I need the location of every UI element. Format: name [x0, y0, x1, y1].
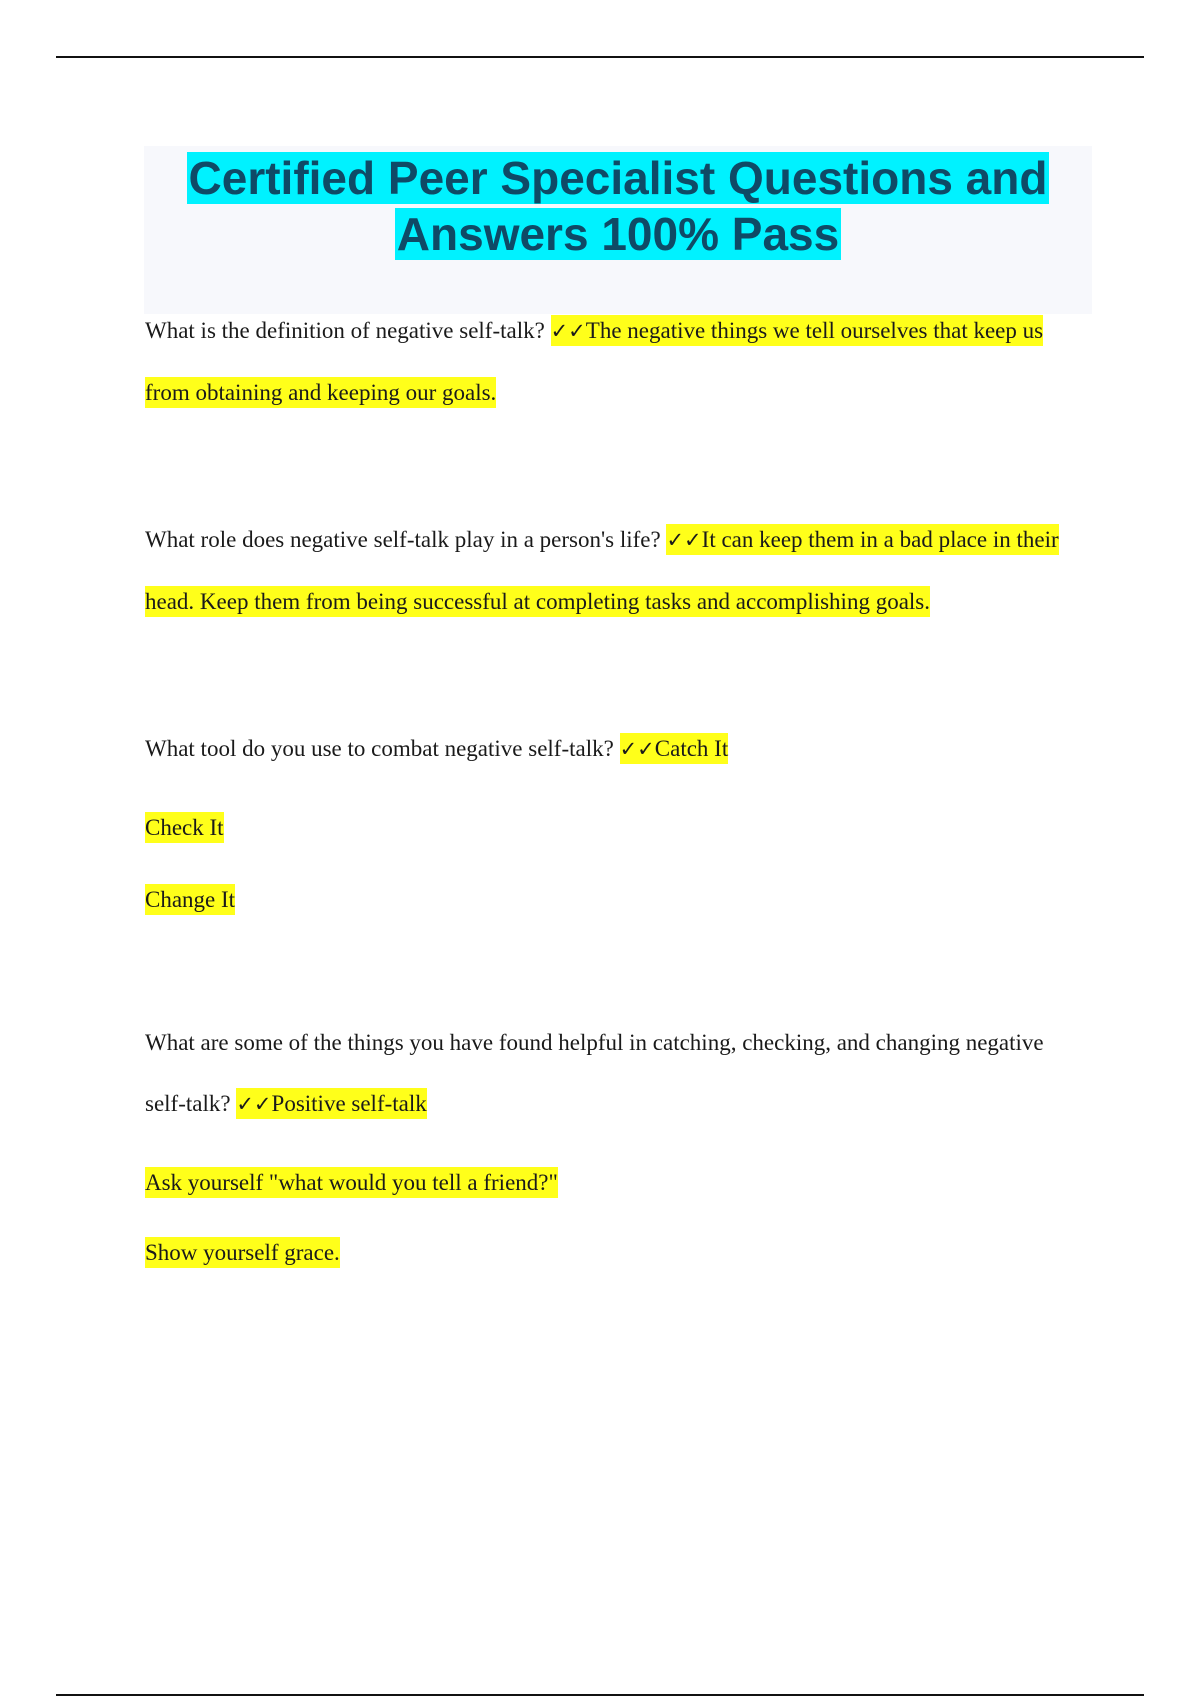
title-text: Certified Peer Specialist Questions and Answers 100% Pass	[188, 152, 1048, 260]
question-text: What tool do you use to combat negative self-talk?	[145, 736, 614, 761]
bottom-rule	[56, 1694, 1144, 1696]
check-mark-icon: ✓✓	[236, 1092, 272, 1116]
answer-text: It can keep them in a bad place in their head. Keep them from being successful at completing tasks and accomplishing goals.	[145, 527, 1059, 614]
answer-text: Catch It	[654, 736, 729, 761]
answer-text: Positive self-talk	[271, 1091, 427, 1116]
answer-line: Ask yourself "what would you tell a friend?"	[145, 1161, 1075, 1205]
answer-line: Show yourself grace.	[145, 1231, 1075, 1275]
answer-line: Change It	[145, 878, 1075, 922]
check-mark-icon: ✓✓	[619, 737, 655, 761]
check-mark-icon: ✓✓	[666, 528, 702, 552]
qa-item-3	[145, 718, 1075, 780]
question-text: What is the definition of negative self-talk?	[145, 318, 545, 343]
qa-item-2	[145, 509, 1075, 632]
qa-item-1	[145, 300, 1075, 423]
top-rule	[56, 56, 1144, 58]
answer-line: Check It	[145, 806, 1075, 850]
answer-text: The negative things we tell ourselves that keep us from obtaining and keeping our goals.	[145, 318, 1044, 405]
document-title	[144, 146, 1092, 262]
question-text: What role does negative self-talk play in a person's life?	[145, 527, 661, 552]
check-mark-icon: ✓✓	[550, 319, 586, 343]
qa-item-4	[145, 1012, 1075, 1135]
title-box	[144, 146, 1092, 314]
question-text: What are some of the things you have found helpful in catching, checking, and changing negative self-talk?	[145, 1030, 1044, 1116]
qa-content	[145, 300, 1075, 1275]
